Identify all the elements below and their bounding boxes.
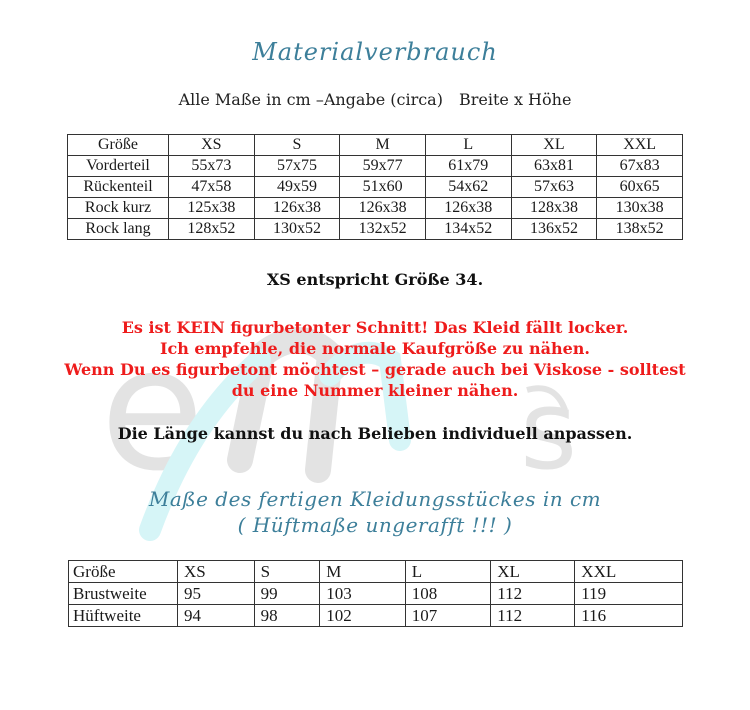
table-cell: 60x65 xyxy=(597,177,683,198)
table-cell: 136x52 xyxy=(511,219,597,240)
table-header-cell: Größe xyxy=(69,561,178,583)
table-cell: 128x52 xyxy=(169,219,255,240)
table-header-cell: L xyxy=(405,561,491,583)
fit-warning-line: Ich empfehle, die normale Kaufgröße zu nähen. xyxy=(160,339,590,358)
table-row xyxy=(68,198,683,219)
table-cell: 107 xyxy=(405,605,491,627)
table-cell: 126x38 xyxy=(254,198,340,219)
table-cell: 102 xyxy=(320,605,406,627)
table-cell: 59x77 xyxy=(340,156,426,177)
table-row-label: Rock kurz xyxy=(68,198,169,219)
table-cell: 95 xyxy=(178,583,255,605)
garment-measurements-heading xyxy=(0,486,750,538)
units-note-right: Breite x Höhe xyxy=(458,90,572,109)
table-row-label: Brustweite xyxy=(69,583,178,605)
table-cell: 103 xyxy=(320,583,406,605)
table-cell: 125x38 xyxy=(169,198,255,219)
table-header-cell: XS xyxy=(178,561,255,583)
svg-text:s: s xyxy=(520,366,578,494)
length-note: Die Länge kannst du nach Belieben individuell anpassen. xyxy=(117,424,633,443)
table-cell: 108 xyxy=(405,583,491,605)
fit-warning-line: Wenn Du es figurbetont möchtest – gerade auch bei Viskose - solltest xyxy=(64,360,686,379)
table-header-cell: M xyxy=(340,135,426,156)
table-cell: 112 xyxy=(491,583,575,605)
table-cell: 57x75 xyxy=(254,156,340,177)
table-cell: 116 xyxy=(575,605,683,627)
table-cell: 55x73 xyxy=(169,156,255,177)
table-cell: 119 xyxy=(575,583,683,605)
size-equivalence-note: XS entspricht Größe 34. xyxy=(266,270,484,289)
table-row xyxy=(68,156,683,177)
table-header-cell: S xyxy=(254,135,340,156)
table-header-cell: L xyxy=(425,135,511,156)
table-cell: 132x52 xyxy=(340,219,426,240)
table-row-label: Vorderteil xyxy=(68,156,169,177)
table-cell: 130x38 xyxy=(597,198,683,219)
fit-warning-line: du eine Nummer kleiner nähen. xyxy=(231,381,519,400)
table-header-cell: XXL xyxy=(575,561,683,583)
garment-heading-line1: Maße des fertigen Kleidungsstückes in cm xyxy=(148,487,602,511)
table-row-label: Rückenteil xyxy=(68,177,169,198)
table-cell: 138x52 xyxy=(597,219,683,240)
table-header-cell: XS xyxy=(169,135,255,156)
table-cell: 57x63 xyxy=(511,177,597,198)
table-cell: 67x83 xyxy=(597,156,683,177)
fit-warning xyxy=(0,317,750,401)
table-cell: 130x52 xyxy=(254,219,340,240)
table-row xyxy=(69,605,683,627)
table-cell: 126x38 xyxy=(340,198,426,219)
table-cell: 63x81 xyxy=(511,156,597,177)
table-cell: 112 xyxy=(491,605,575,627)
table-header-row xyxy=(68,135,683,156)
table-row-label: Rock lang xyxy=(68,219,169,240)
table-cell: 128x38 xyxy=(511,198,597,219)
table-header-cell: XL xyxy=(491,561,575,583)
table-cell: 51x60 xyxy=(340,177,426,198)
table-header-cell: M xyxy=(320,561,406,583)
table-header-cell: Größe xyxy=(68,135,169,156)
table-cell: 99 xyxy=(254,583,320,605)
table-cell: 126x38 xyxy=(425,198,511,219)
page-title: Materialverbrauch xyxy=(252,38,498,66)
table-cell: 61x79 xyxy=(425,156,511,177)
table-row xyxy=(68,219,683,240)
table-row-label: Hüftweite xyxy=(69,605,178,627)
garment-heading-line2: ( Hüftmaße ungerafft !!! ) xyxy=(237,513,513,537)
table-cell: 54x62 xyxy=(425,177,511,198)
table-cell: 94 xyxy=(178,605,255,627)
table-header-row xyxy=(69,561,683,583)
table-cell: 47x58 xyxy=(169,177,255,198)
table-cell: 134x52 xyxy=(425,219,511,240)
units-note xyxy=(0,90,750,109)
table-cell: 49x59 xyxy=(254,177,340,198)
garment-table xyxy=(68,560,683,627)
table-header-cell: XXL xyxy=(597,135,683,156)
table-row xyxy=(69,583,683,605)
table-row xyxy=(68,177,683,198)
table-header-cell: XL xyxy=(511,135,597,156)
svg-text:e: e xyxy=(100,311,205,509)
units-note-left: Alle Maße in cm –Angabe (circa) xyxy=(178,90,443,109)
material-table xyxy=(67,134,683,240)
table-cell: 98 xyxy=(254,605,320,627)
table-header-cell: S xyxy=(254,561,320,583)
fit-warning-line: Es ist KEIN figurbetonter Schnitt! Das Kleid fällt locker. xyxy=(121,318,629,337)
